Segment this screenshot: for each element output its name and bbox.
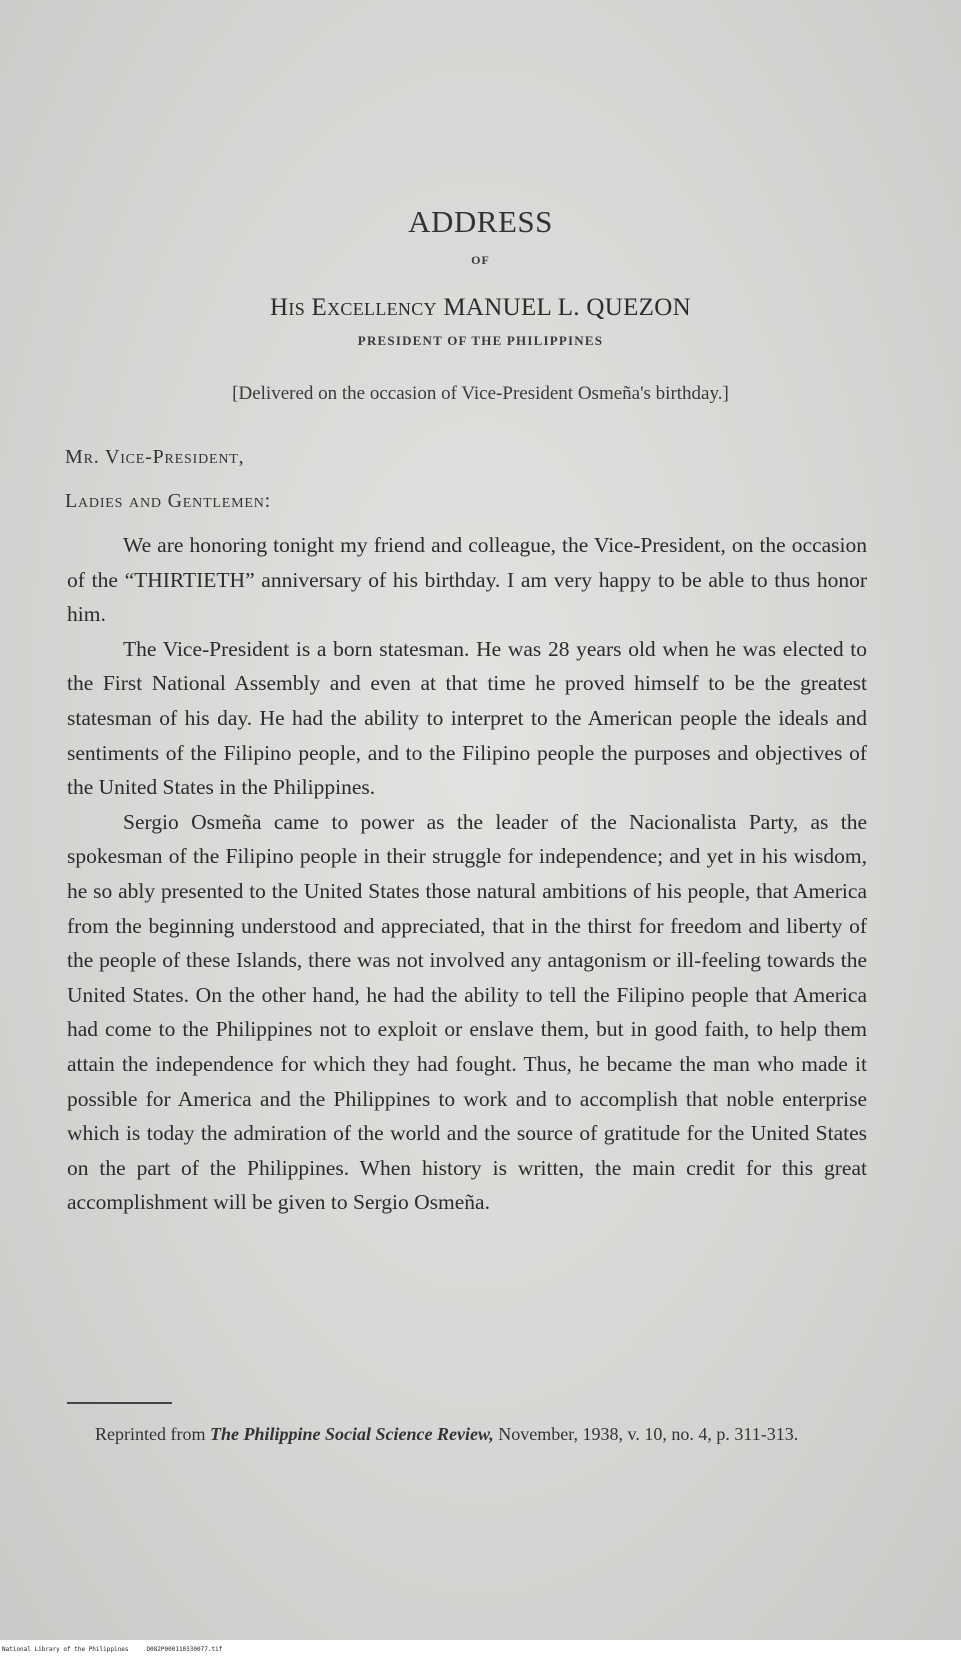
library-name: National Library of the Philippines bbox=[2, 1646, 129, 1653]
salutation-line-2: Ladies and Gentlemen: bbox=[65, 490, 271, 512]
paragraph: The Vice-President is a born statesman. He was 28 years old when he was elected to the First National Assembly and even at that time he proved himself to be the greatest statesman of his day. He had the ability to interpret to the American people the ideals and sentiments of the Filipino people, and to the Filipino people the purposes and objectives of the United States in the Philippines. bbox=[67, 636, 867, 800]
scan-caption bbox=[2, 1646, 222, 1653]
file-name: D082P000110330077.tif bbox=[146, 1646, 223, 1653]
footnote-suffix: November, 1938, v. 10, no. 4, p. 311-313. bbox=[493, 1424, 799, 1444]
title-connector: OF bbox=[471, 253, 490, 267]
speaker-title: PRESIDENT OF THE PHILIPPINES bbox=[357, 333, 604, 348]
footnote bbox=[67, 1420, 867, 1448]
footnote-journal: The Philippine Social Science Review, bbox=[209, 1424, 494, 1444]
salutation-line-1: Mr. Vice-President, bbox=[65, 446, 245, 468]
speech-body bbox=[67, 528, 867, 1220]
paragraph: Sergio Osmeña came to power as the leader of the Nacionalista Party, as the spokesman of the Filipino people in their struggle for independence; and yet in his wisdom, he so ably presented to the United States those natural ambitions of his people, that America from the beginning understood and appreciated, that in the thirst for freedom and liberty of the people of these Islands, there was not involved any antagonism or ill-feeling towards the United States. On the other hand, he had the ability to tell the Filipino people that America had come to the Philippines not to exploit or enslave them, but in good faith, to help them attain the independence for which they had fought. Thus, he became the man who made it possible for America and the Philippines to work and to accomplish that noble enterprise which is today the admiration of the world and the source of gratitude for the United States on the part of the Philippines. When history is written, the main credit for this great accomplishment will be given to Sergio Osmeña. bbox=[67, 809, 867, 1215]
document-title: ADDRESS bbox=[408, 204, 553, 239]
footnote-prefix: Reprinted from bbox=[95, 1424, 210, 1444]
paragraph: We are honoring tonight my friend and colleague, the Vice-President, on the occasion of the “THIRTIETH” anniversary of his birthday. I am very happy to be able to thus honor him. bbox=[67, 533, 867, 627]
speaker-name: His Excellency MANUEL L. QUEZON bbox=[270, 294, 691, 321]
footnote-divider bbox=[67, 1402, 172, 1404]
occasion-note: [Delivered on the occasion of Vice-President Osmeña's birthday.] bbox=[232, 383, 729, 404]
